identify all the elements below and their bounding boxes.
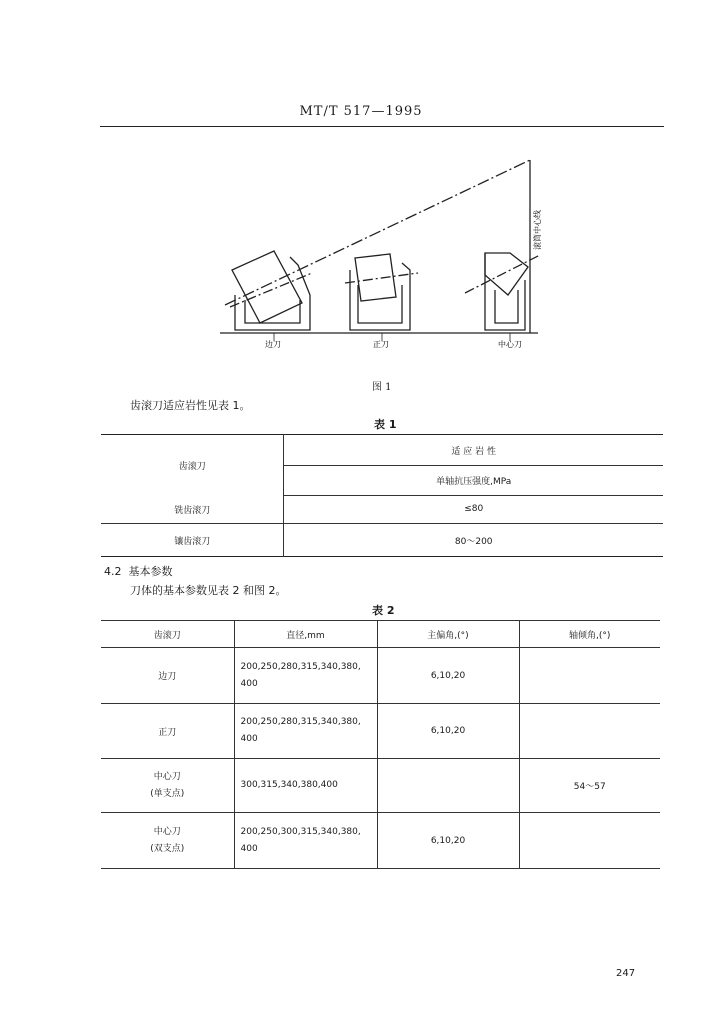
t1-row-value: ≤80 (284, 495, 663, 524)
t2-cell-diameter: 200,250,300,315,340,380, 400 (234, 813, 377, 869)
t1-group-header: 适 应 岩 性 (284, 435, 663, 466)
document-header: MT/T 517—1995 (299, 104, 423, 119)
label-center-cutter: 中心刀 (498, 340, 522, 349)
t2-cell-axis-angle (519, 704, 660, 759)
table-row (101, 648, 660, 704)
table-row (101, 524, 663, 557)
header-rule (100, 126, 664, 127)
section-number: 4.2 (104, 565, 122, 578)
t2-cell-name: 边刀 (101, 648, 234, 704)
side-cutter-shape (230, 251, 312, 330)
table-1 (101, 434, 663, 557)
figure-1-caption: 图 1 (372, 382, 392, 393)
t2-header-main-angle: 主偏角,(°) (377, 621, 519, 648)
table-row (101, 759, 660, 813)
table-2 (101, 620, 660, 869)
t2-cell-diameter: 200,250,280,315,340,380, 400 (234, 704, 377, 759)
t2-header-diameter: 直径,mm (234, 621, 377, 648)
t2-cell-main-angle: 6,10,20 (377, 704, 519, 759)
t1-row-name: 铣齿滚刀 (101, 495, 284, 524)
t2-header-axis-angle: 轴倾角,(°) (519, 621, 660, 648)
table-2-caption: 表 2 (372, 604, 395, 617)
label-drum-centerline: 滚筒中心线 (533, 210, 542, 250)
label-side-cutter: 边刀 (265, 340, 281, 349)
t2-cell-diameter: 200,250,280,315,340,380, 400 (234, 648, 377, 704)
t2-cell-main-angle: 6,10,20 (377, 648, 519, 704)
t2-cell-axis-angle (519, 813, 660, 869)
table-header-row (101, 621, 660, 648)
t2-cell-axis-angle (519, 648, 660, 704)
figure-1-diagram (210, 155, 550, 355)
t2-cell-name: 中心刀 (单支点) (101, 759, 234, 813)
center-cutter-shape (465, 253, 540, 330)
t2-cell-name: 正刀 (101, 704, 234, 759)
intro-paragraph: 齿滚刀适应岩性见表 1。 (130, 399, 251, 412)
t2-cell-axis-angle: 54～57 (519, 759, 660, 813)
t2-cell-name: 中心刀 (双支点) (101, 813, 234, 869)
t1-col-header: 齿滚刀 (101, 435, 284, 496)
section-title: 基本参数 (128, 565, 173, 578)
t2-cell-main-angle: 6,10,20 (377, 813, 519, 869)
t2-cell-diameter: 300,315,340,380,400 (234, 759, 377, 813)
section-text: 刀体的基本参数见表 2 和图 2。 (130, 584, 287, 597)
table-row (101, 813, 660, 869)
section-heading (104, 563, 173, 579)
t1-sub-header: 单轴抗压强度,MPa (284, 466, 663, 495)
t1-row-value: 80～200 (454, 536, 493, 547)
page-number: 247 (616, 968, 636, 979)
t2-header-cutter: 齿滚刀 (101, 621, 234, 648)
front-cutter-shape (345, 254, 418, 330)
t2-cell-main-angle (377, 759, 519, 813)
table-1-caption: 表 1 (374, 418, 397, 431)
table-row (101, 704, 660, 759)
label-front-cutter: 正刀 (373, 340, 389, 349)
t1-row-name: 镶齿滚刀 (101, 524, 284, 557)
table-row (101, 495, 663, 524)
